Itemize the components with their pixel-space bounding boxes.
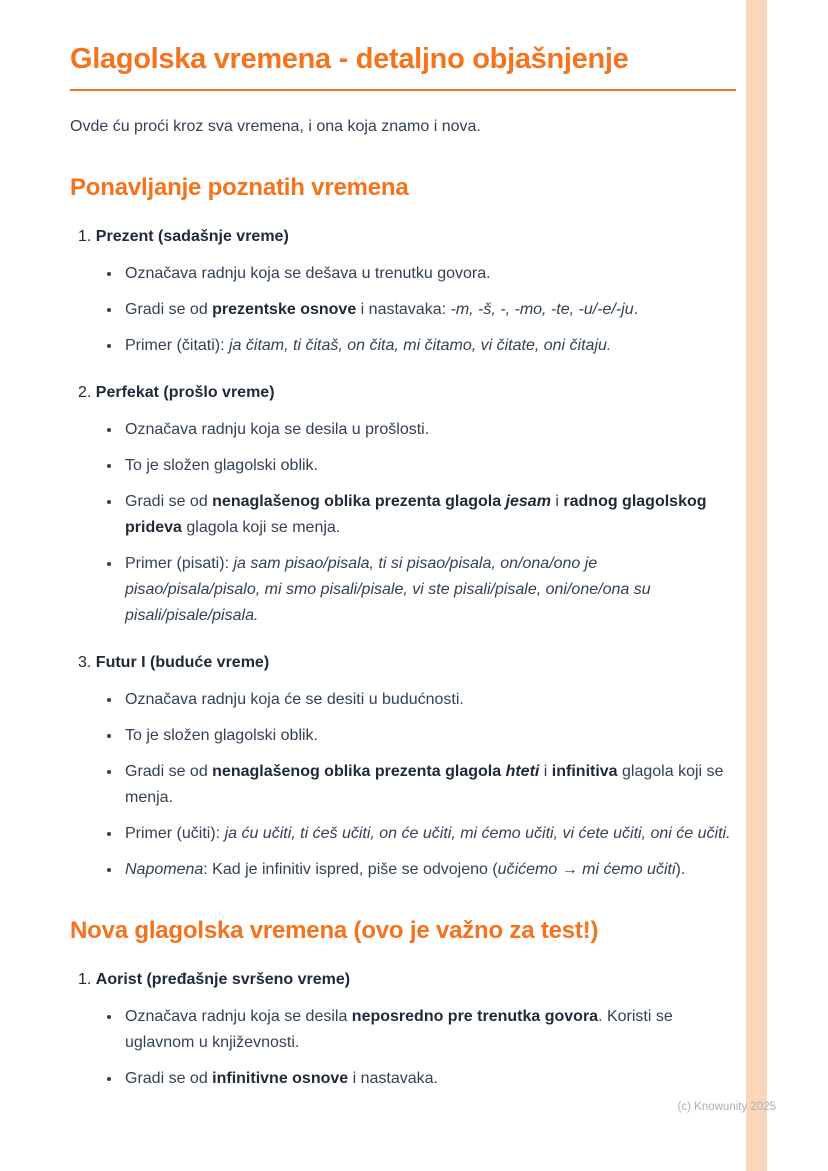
bullet-item xyxy=(122,857,736,883)
intro-paragraph: Ovde ću proći kroz sva vremena, i ona koja znamo i nova. xyxy=(70,118,481,135)
text-segment: i xyxy=(539,763,552,780)
text-segment: i nastavaka. xyxy=(348,1070,438,1087)
sections-container xyxy=(70,173,736,1092)
numbered-item-title xyxy=(70,224,736,250)
bullet-item xyxy=(122,417,736,443)
text-segment: To je složen glagolski oblik. xyxy=(125,457,318,474)
bullet-item xyxy=(122,759,736,811)
text-segment: Gradi se od xyxy=(125,1070,213,1087)
bullet-list xyxy=(70,417,736,629)
text-segment: glagola koji se menja. xyxy=(181,519,341,536)
text-segment: Označava radnju koja će se desiti u budućnosti. xyxy=(125,691,464,708)
page-edge-stripe xyxy=(746,0,767,1171)
text-segment: ja ću učiti, ti ćeš učiti, on će učiti, mi ćemo učiti, vi ćete učiti, oni će učiti. xyxy=(224,825,731,842)
text-segment: . Koristi se uglavnom u književnosti. xyxy=(125,1008,673,1051)
item-title: Perfekat (prošlo vreme) xyxy=(95,384,275,401)
bullet-list xyxy=(70,687,736,883)
bullet-list xyxy=(70,1004,736,1092)
text-segment: nenaglašenog oblika prezenta glagola xyxy=(212,493,506,510)
text-segment: prezentske osnove xyxy=(212,301,357,318)
text-segment: hteti xyxy=(505,763,540,780)
text-segment: ja sam pisao/pisala, ti si pisao/pisala, on/ona/ono je pisao/pisala/pisalo, mi smo pisali/pisale, vi ste pisali/pisale, oni/one/ona su pisali/pisale/pisala. xyxy=(125,555,651,624)
item-number: 1. xyxy=(78,971,96,988)
copyright-note: (c) Knowunity 2025 xyxy=(677,1101,776,1113)
text-segment: . xyxy=(633,301,639,318)
document-content xyxy=(70,42,736,1102)
section-heading: Nova glagolska vremena (ovo je važno za test!) xyxy=(70,917,599,944)
section-heading: Ponavljanje poznatih vremena xyxy=(70,174,409,201)
bullet-item xyxy=(122,297,736,323)
page-title: Glagolska vremena - detaljno objašnjenje xyxy=(70,42,736,91)
text-segment: Gradi se od xyxy=(125,763,213,780)
bullet-item xyxy=(122,1004,736,1056)
text-segment: Primer (učiti): xyxy=(125,825,225,842)
text-segment: To je složen glagolski oblik. xyxy=(125,727,318,744)
text-segment: Primer (čitati): xyxy=(125,337,229,354)
text-segment: glagola koji se menja. xyxy=(125,763,724,806)
bullet-item xyxy=(122,333,736,359)
text-segment: Označava radnju koja se dešava u trenutku govora. xyxy=(125,265,491,282)
numbered-item-title xyxy=(70,650,736,676)
text-segment: i xyxy=(550,493,564,510)
item-title: Aorist (pređašnje svršeno vreme) xyxy=(95,971,351,988)
text-segment: Označava radnju koja se desila xyxy=(125,1008,352,1025)
item-title: Futur I (buduće vreme) xyxy=(95,654,270,671)
text-segment: učićemo → mi ćemo učiti xyxy=(497,861,676,878)
text-segment: neposredno pre trenutka govora xyxy=(351,1008,599,1025)
bullet-item xyxy=(122,723,736,749)
item-title: Prezent (sadašnje vreme) xyxy=(95,228,289,245)
text-segment: ja čitam, ti čitaš, on čita, mi čitamo, vi čitate, oni čitaju. xyxy=(229,337,612,354)
item-number: 3. xyxy=(78,654,96,671)
bullet-item xyxy=(122,261,736,287)
text-segment: infinitiva xyxy=(551,763,618,780)
numbered-item-title xyxy=(70,967,736,993)
bullet-item xyxy=(122,453,736,479)
item-number: 1. xyxy=(78,228,96,245)
bullet-item xyxy=(122,551,736,629)
text-segment: : Kad je infinitiv ispred, piše se odvojeno ( xyxy=(203,861,498,878)
bullet-list xyxy=(70,261,736,359)
bullet-item xyxy=(122,489,736,541)
bullet-item xyxy=(122,687,736,713)
item-number: 2. xyxy=(78,384,96,401)
text-segment: Označava radnju koja se desila u prošlosti. xyxy=(125,421,430,438)
text-segment: Gradi se od xyxy=(125,493,213,510)
text-segment: i nastavaka: xyxy=(356,301,451,318)
text-segment: -m, -š, -, -mo, -te, -u/-e/-ju xyxy=(450,301,634,318)
text-segment: ). xyxy=(675,861,686,878)
text-segment: Primer (pisati): xyxy=(125,555,234,572)
numbered-item-title xyxy=(70,380,736,406)
text-segment: Napomena xyxy=(125,861,204,878)
text-segment: Gradi se od xyxy=(125,301,213,318)
bullet-item xyxy=(122,1066,736,1092)
bullet-item xyxy=(122,821,736,847)
text-segment: nenaglašenog oblika prezenta glagola xyxy=(212,763,506,780)
text-segment: radnog glagolskog prideva xyxy=(125,493,707,536)
text-segment: infinitivne osnove xyxy=(212,1070,349,1087)
text-segment: jesam xyxy=(505,493,551,510)
